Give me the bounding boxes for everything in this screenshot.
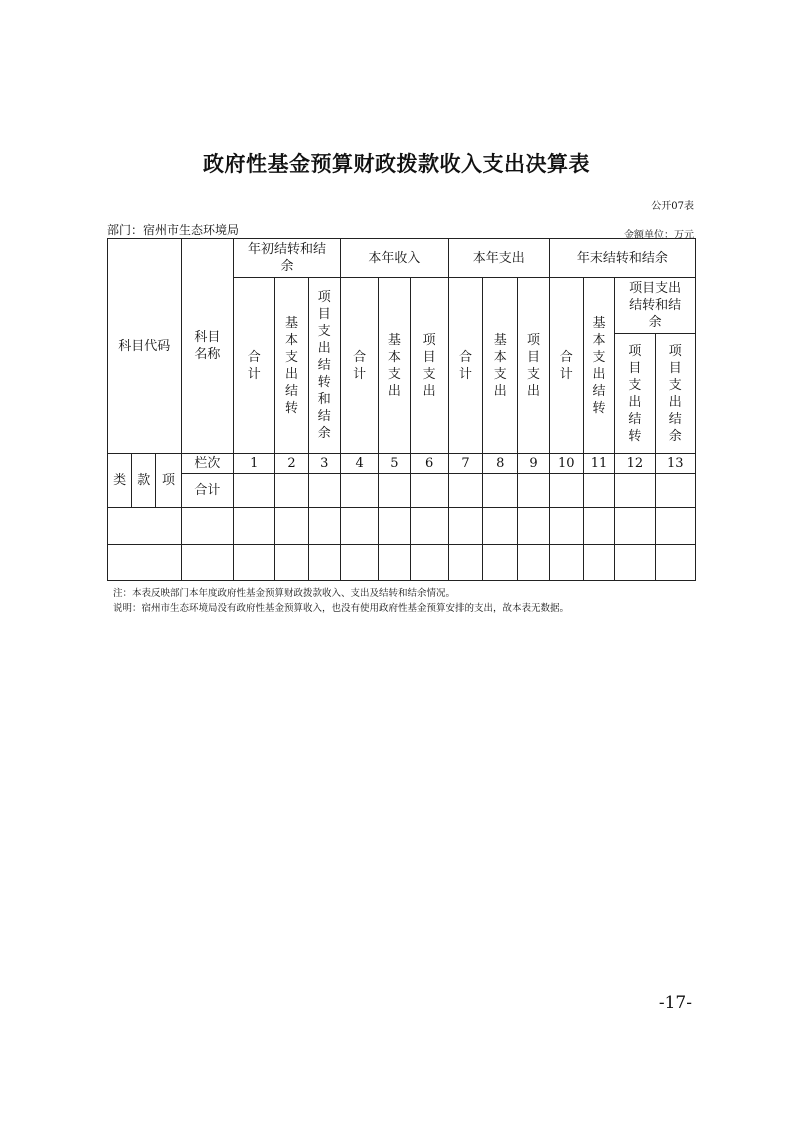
page-number: -17-: [658, 993, 692, 1013]
table-cell: [448, 474, 482, 508]
row-number-label: 栏次: [181, 454, 233, 474]
beginning-total-header: 合计: [247, 349, 261, 382]
income-basic-header: 基本支出: [387, 332, 401, 399]
ending-project-group-header: 项目支出结转和结余: [615, 278, 696, 334]
subject-name-header: 科目名称: [181, 239, 233, 454]
column-number: 5: [379, 454, 410, 474]
table-cell: [518, 474, 549, 508]
table-cell: [655, 474, 695, 508]
category-kuan: 款: [132, 454, 156, 508]
table-row: [108, 508, 696, 545]
ending-basic-header: 基本支出结转: [592, 315, 606, 416]
expenditure-total-header: 合计: [458, 349, 472, 382]
table-row: [108, 545, 696, 581]
page-title: 政府性基金预算财政拨款收入支出决算表: [203, 152, 590, 176]
current-income-header: 本年收入: [340, 239, 448, 278]
amount-unit: 金额单位：万元: [624, 230, 694, 241]
table-cell: [275, 474, 308, 508]
ending-project-surplus-header: 项目支出结余: [668, 343, 682, 444]
column-number: 13: [655, 454, 695, 474]
column-number: 10: [549, 454, 583, 474]
beginning-basic-header: 基本支出结转: [285, 315, 299, 416]
income-total-header: 合计: [353, 349, 367, 382]
table-cell: [379, 474, 410, 508]
column-number: 12: [615, 454, 655, 474]
income-project-header: 项目支出: [422, 332, 436, 399]
ending-total-header: 合计: [559, 349, 573, 382]
table-cell: [308, 474, 340, 508]
sum-row-label: 合计: [181, 474, 233, 508]
column-number: 11: [583, 454, 614, 474]
current-expenditure-header: 本年支出: [448, 239, 549, 278]
table-cell: [615, 474, 655, 508]
footnote: 注：本表反映部门本年度政府性基金预算财政拨款收入、支出及结转和结余情况。: [113, 588, 456, 599]
expenditure-project-header: 项目支出: [527, 332, 541, 399]
department-label: 部门：宿州市生态环境局: [107, 223, 240, 237]
table-cell: [234, 474, 275, 508]
table-cell: [410, 474, 448, 508]
expenditure-basic-header: 基本支出: [493, 332, 507, 399]
table-cell: [549, 474, 583, 508]
category-xiang: 项: [156, 454, 181, 508]
category-lei: 类: [108, 454, 132, 508]
table-cell: [583, 474, 614, 508]
ending-balance-header: 年末结转和结余: [549, 239, 695, 278]
column-number: 8: [483, 454, 518, 474]
table-cell: [340, 474, 378, 508]
column-number: 6: [410, 454, 448, 474]
subject-code-header: 科目代码: [108, 239, 182, 454]
beginning-balance-header: 年初结转和结余: [234, 239, 341, 278]
explanation-note: 说明：宿州市生态环境局没有政府性基金预算收入，也没有使用政府性基金预算安排的支出，故本表无数据。: [113, 603, 570, 614]
column-number: 7: [448, 454, 482, 474]
ending-project-carry-header: 项目支出结转: [628, 343, 642, 444]
column-number: 3: [308, 454, 340, 474]
column-number: 2: [275, 454, 308, 474]
column-number: 9: [518, 454, 549, 474]
column-number: 4: [340, 454, 378, 474]
column-number: 1: [234, 454, 275, 474]
form-number: 公开07表: [651, 201, 694, 212]
beginning-project-header: 项目支出结转和结余: [317, 290, 331, 441]
table-cell: [483, 474, 518, 508]
budget-table: [107, 238, 696, 581]
